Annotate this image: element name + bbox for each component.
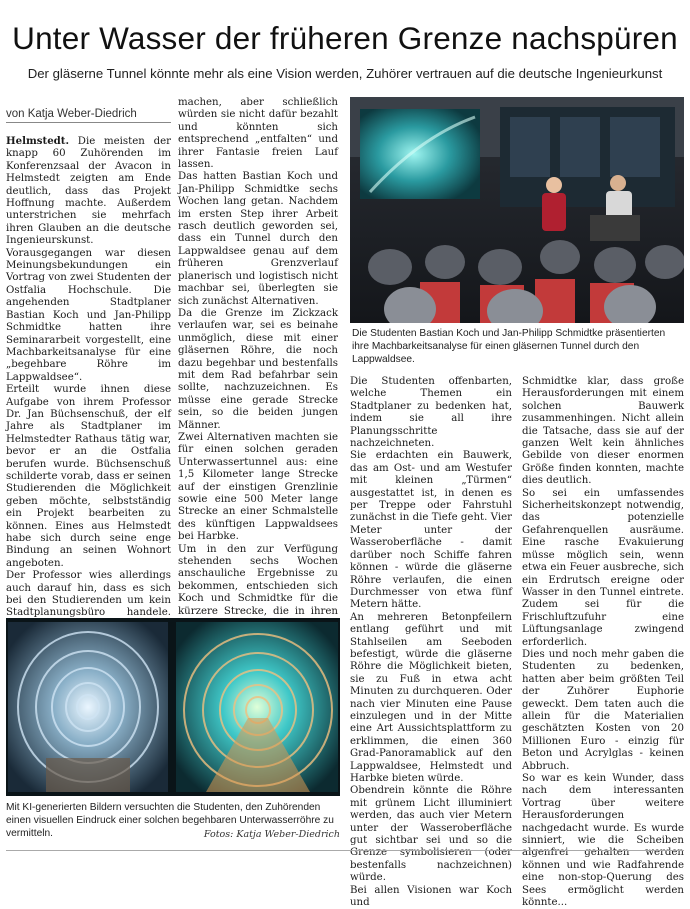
paragraph: Obendrein könnte die Röhre mit grünem Licht illuminiert werden, das auch vier Metern unter der Wasseroberfläche gut sichtbar sei und so die Grenze symbolisieren (oder bestenfalls nachzeichnen) würde. <box>350 785 512 884</box>
paragraph <box>6 135 171 248</box>
paragraph: So war es kein Wunder, dass nach dem interessanten Vortrag über weitere Herausforderungen nachgedacht wurde. Es wurde sinniert, wie die Scheiben algenfrei gehalten werden können und wie Radfahrende eine non-stop-Querung des Sees ermöglicht werden könnte... <box>522 773 684 909</box>
paragraph: Die Studenten offenbarten, welche Themen ein Stadtplaner zu bedenken hat, indem sie all ihre Planungsschritte nachzeichneten. <box>350 376 512 450</box>
presentation-photo <box>350 97 684 323</box>
presentation-photo-illustration <box>350 97 684 323</box>
paragraph: Erteilt wurde ihnen diese Aufgabe von ihrem Professor Dr. Jan Büchsenschuß, der elf Jahre als Stadtplaner im Helmstedter Rathaus tätig war, bevor er an die Ostfalia berufen wurde. Büchsenschuß schilderte vorab, dass er seinen Studierenden die Möglichkeit geben möchte, selbstständig ein Projekt bearbeiten zu können. Eines aus Helmstedt habe sich durch seine enge Bindung an seinen Wohnort angeboten. <box>6 384 171 569</box>
subheadline: Der gläserne Tunnel könnte mehr als eine Vision werden, Zuhörer vertrauen auf die deutsche Ingenieurkunst <box>27 66 663 81</box>
paragraph-text: Die meisten der knapp 60 Zuhörenden im Konferenzsaal der Avacon in Helmstedt zeigten am Ende deutlich, dass das Projekt Hoffnung machte. Außerdem unterstrichen sie mehrfach ihren Glauben an die deutsche Ingenieurskunst. <box>6 136 171 247</box>
caption-tunnel: Mit KI-generierten Bildern versuchten die Studenten, den Zuhörenden einen visuellen Eindruck einer solchen begehbaren Unterwasserröhre zu vermitteln. <box>6 802 334 839</box>
photo-credit: Fotos: Katja Weber-Diedrich <box>203 829 340 840</box>
article-column-3 <box>350 376 512 909</box>
paragraph: Da die Grenze im Zickzack verlaufen war, sei es beinahe unmöglich, diese mit einer gläsernen Röhre, die noch dazu begehbar und bestenfalls mit dem Rad befahrbar sein sollte, nachzuzeichnen. Es müsse eine gerade Strecke sein, so die beiden jungen Männer. <box>178 307 338 431</box>
paragraph: Das hatten Bastian Koch und Jan-Philipp Schmidtke sechs Wochen lang getan. Nachdem im ersten Step ihrer Arbeit rasch deutlich geworden sei, dass ein Tunnel durch den Lappwaldsee genau auf dem früheren Grenzverlauf planerisch und logistisch nicht machbar sei, überlegten sie sich zunächst Alternativen. <box>178 171 338 307</box>
article-column-2 <box>178 97 338 655</box>
paragraph: An mehreren Betonpfeilern entlang geführt und mit Stahlseilen am Seeboden befestigt, würde die gläserne Röhre die Möglichkeit bieten, sie zu Fuß in etwa acht Minuten zu durchqueren. Oder nach vier Minuten eine Pause einzulegen und in der Mitte eine Art Aussichtsplattform zu erklimmen, die einen 360 Grad-Panoramablick auf den Lappwaldsee, Helmstedt und Harbke bieten würde. <box>350 611 512 784</box>
paragraph: Zwei Alternativen machten sie für einen solchen geraden Unterwassertunnel aus: eine 1,5 Kilometer lange Strecke auf der einstigen Grenzlinie sowie eine 500 Meter lange Strecke an einer Schmalstelle des künftigen Lappwaldsees bei Harbke. <box>178 431 338 543</box>
author-byline: von Katja Weber-Diedrich <box>6 108 171 123</box>
paragraph: Um in den zur Verfügung stehenden sechs Wochen anschauliche Ergebnisse zu bekommen, entschieden sich Koch und Schmidtke für die kürzere Strecke, die in ihren <box>178 543 338 617</box>
bottom-rule <box>6 850 684 851</box>
paragraph: Bei allen Visionen war Koch und <box>350 884 512 909</box>
headline: Unter Wasser der früheren Grenze nachspüren <box>12 20 678 56</box>
paragraph: So sei ein umfassendes Sicherheitskonzept notwendig, das potenzielle Gefahrenquellen ausräume. Eine rasche Evakuierung müsse möglich sein, wenn etwa ein Feuer ausbreche, sich ein Erdrutsch ereigne oder Wasser in den Tunnel eintrete. Zudem sei für die Frischluftzufuhr eine Lüftungsanlage zwingend erforderlich. <box>522 487 684 648</box>
article-column-1 <box>6 135 171 645</box>
tunnel-images <box>6 618 340 796</box>
tunnel-images-illustration <box>6 618 340 796</box>
paragraph: Vorausgegangen war diesen Meinungsbekundungen ein Vortrag von zwei Studenten der Ostfalia Hochschule. Die angehenden Stadtplaner Bastian Koch und Jan-Philipp Schmidtke hatten ihre Seminararbeit vorgestellt, eine Machbarkeitsanalyse für eine „begehbare Röhre im Lappwaldsee“. <box>6 247 171 383</box>
paragraph: Der Professor wies allerdings auch darauf hin, dass es sich bei den Studierenden um kein Stadtplanungsbüro handele. <box>6 570 171 619</box>
paragraph: Dies und noch mehr gaben die Studenten zu bedenken, hatten aber beim größten Teil der Zuhörer Euphorie geweckt. Dem taten auch die allein für die Materialien geschätzten Kosten von 20 Millionen Euro - einzig für Beton und Acrylglas - keinen Abbruch. <box>522 648 684 772</box>
paragraph: Schmidtke klar, dass große Herausforderungen mit einem solchen Bauwerk zusammenhingen. Nicht allein die Tatsache, dass sie auf der ganzen Welt kein ähnliches Gebilde von dieser enormen Größe finden konnten, machte dies deutlich. <box>522 376 684 487</box>
paragraph: Sie erdachten ein Bauwerk, das am Ost- und am Westufer mit kleinen „Türmen“ ausgestattet ist, in denen es per Treppe oder Fahrstuhl zunächst in die Tiefe geht. Vier Meter unter der Wasseroberfläche - damit darüber noch Schiffe fahren können - würde die gläserne Röhre verlaufen, die einen Durchmesser von etwa fünf Metern hätte. <box>350 450 512 611</box>
caption-presentation: Die Studenten Bastian Koch und Jan-Philipp Schmidtke präsentierten ihre Machbarkeitsanalyse für einen gläsernen Tunnel durch den Lappwaldsee. <box>352 328 666 365</box>
article-column-4 <box>522 376 684 909</box>
paragraph: machen, aber schließlich würden sie nicht dafür bezahlt und könnten sich entsprechend „entfalten“ und ihrer Fantasie freien Lauf lassen. <box>178 97 338 171</box>
dateline: Helmstedt. <box>6 135 70 147</box>
